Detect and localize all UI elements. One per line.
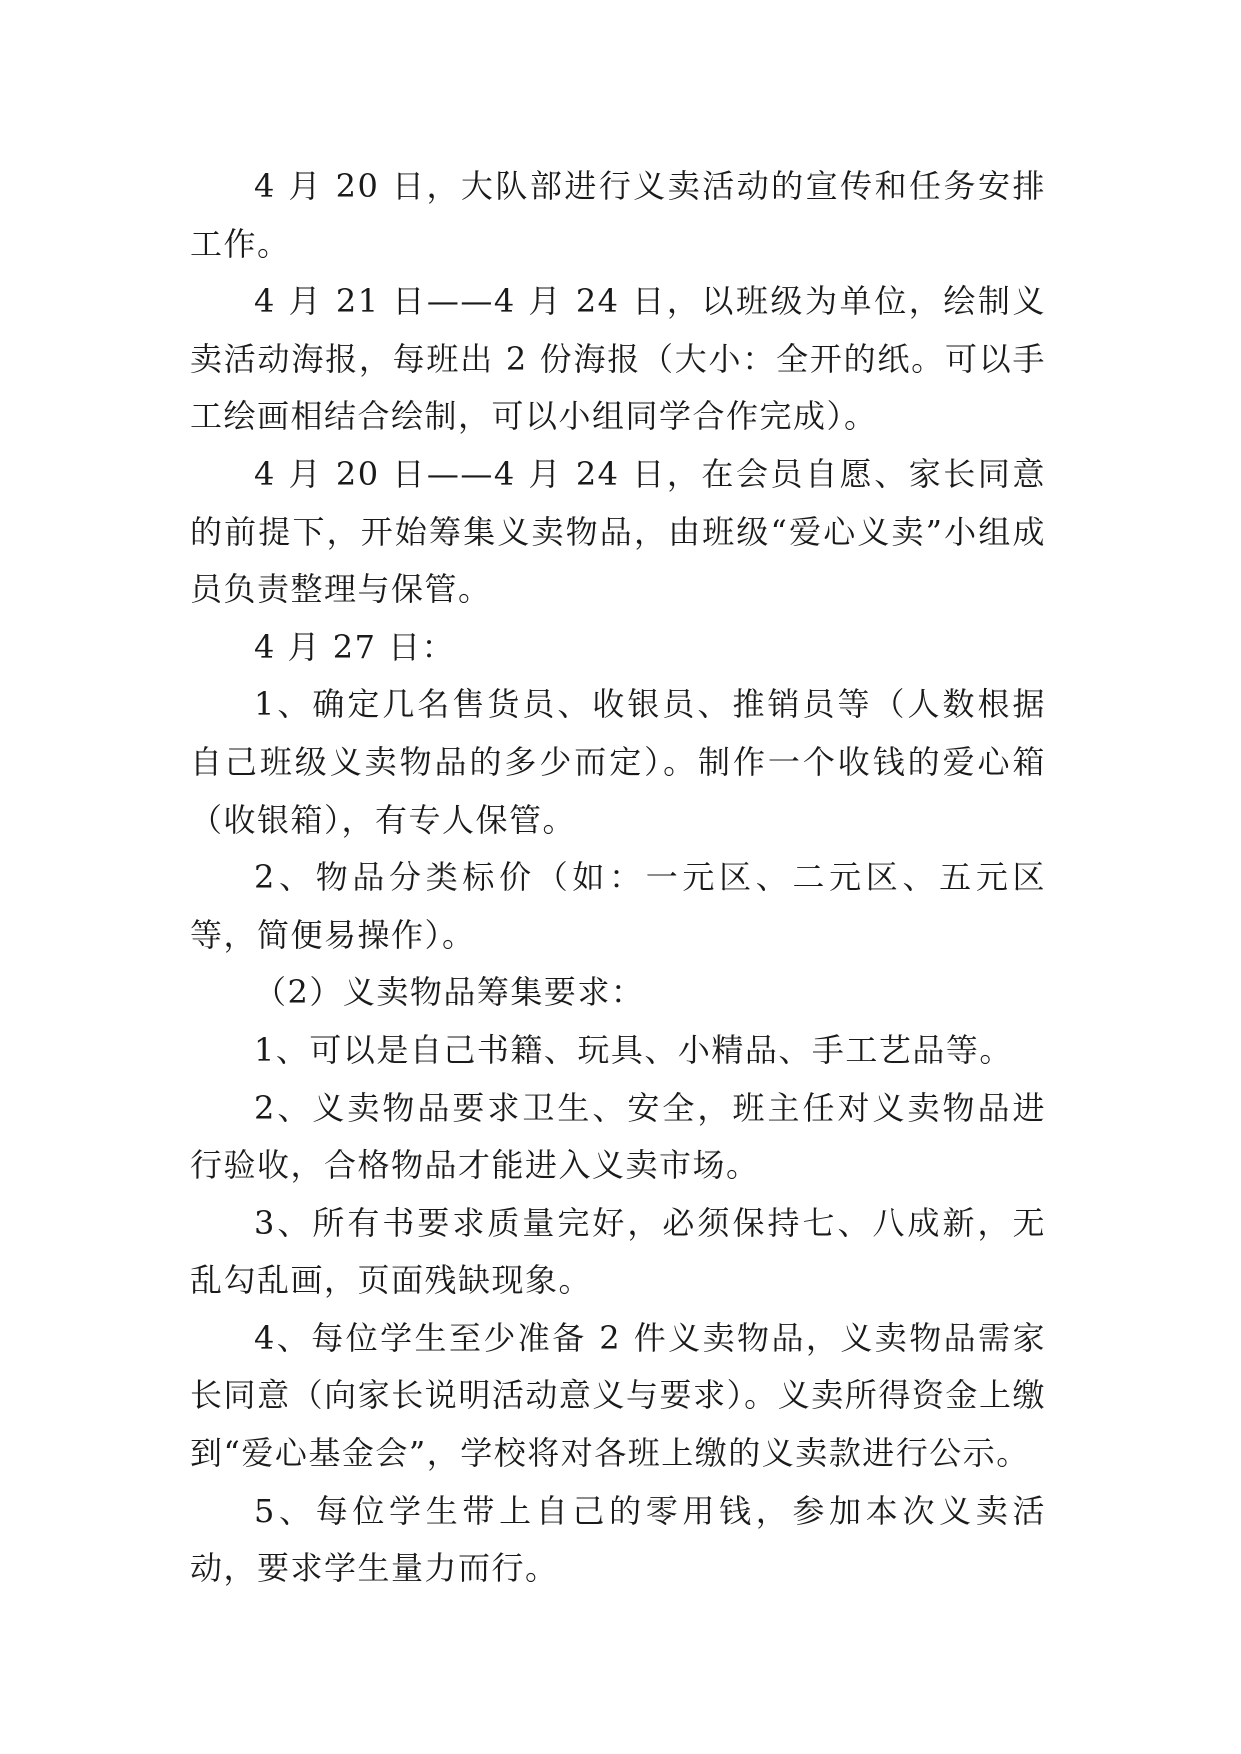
requirement-item-1: 1、可以是自己书籍、玩具、小精品、手工艺品等。: [254, 1030, 1013, 1069]
requirement-item-4: 4、每位学生至少准备 2 件义卖物品，义卖物品需家长同意（向家长说明活动意义与要求）。义卖所得资金上缴到“爱心基金会”，学校将对各班上缴的义卖款进行公示。: [190, 1318, 1046, 1473]
paragraph-date-heading: 4 月 27 日：: [254, 627, 456, 666]
paragraph-staff-assignment: 1、确定几名售货员、收银员、推销员等（人数根据自己班级义卖物品的多少而定）。制作一个收钱的爱心箱（收银箱），有专人保管。: [190, 685, 1046, 839]
requirement-item-2: 2、义卖物品要求卫生、安全，班主任对义卖物品进行验收，合格物品才能进入义卖市场。: [190, 1088, 1046, 1185]
paragraph-collection-schedule: 4 月 20 日——4 月 24 日，在会员自愿、家长同意的前提下，开始筹集义卖物品，由班级“爱心义卖”小组成员负责整理与保管。: [190, 454, 1046, 609]
paragraph-poster-schedule: 4 月 21 日——4 月 24 日，以班级为单位，绘制义卖活动海报，每班出 2 份海报（大小：全开的纸。可以手工绘画相结合绘制，可以小组同学合作完成）。: [190, 282, 1046, 436]
paragraph-publicity-schedule: 4 月 20 日，大队部进行义卖活动的宣传和任务安排工作。: [190, 167, 1046, 263]
requirement-item-3: 3、所有书要求质量完好，必须保持七、八成新，无乱勾乱画，页面残缺现象。: [190, 1203, 1046, 1300]
requirement-item-5: 5、每位学生带上自己的零用钱，参加本次义卖活动，要求学生量力而行。: [190, 1491, 1046, 1588]
section-heading-requirements: （2）义卖物品筹集要求：: [254, 973, 645, 1012]
paragraph-pricing: 2、物品分类标价（如：一元区、二元区、五元区等，简便易操作）。: [190, 858, 1046, 954]
document-body: [190, 158, 1046, 1598]
